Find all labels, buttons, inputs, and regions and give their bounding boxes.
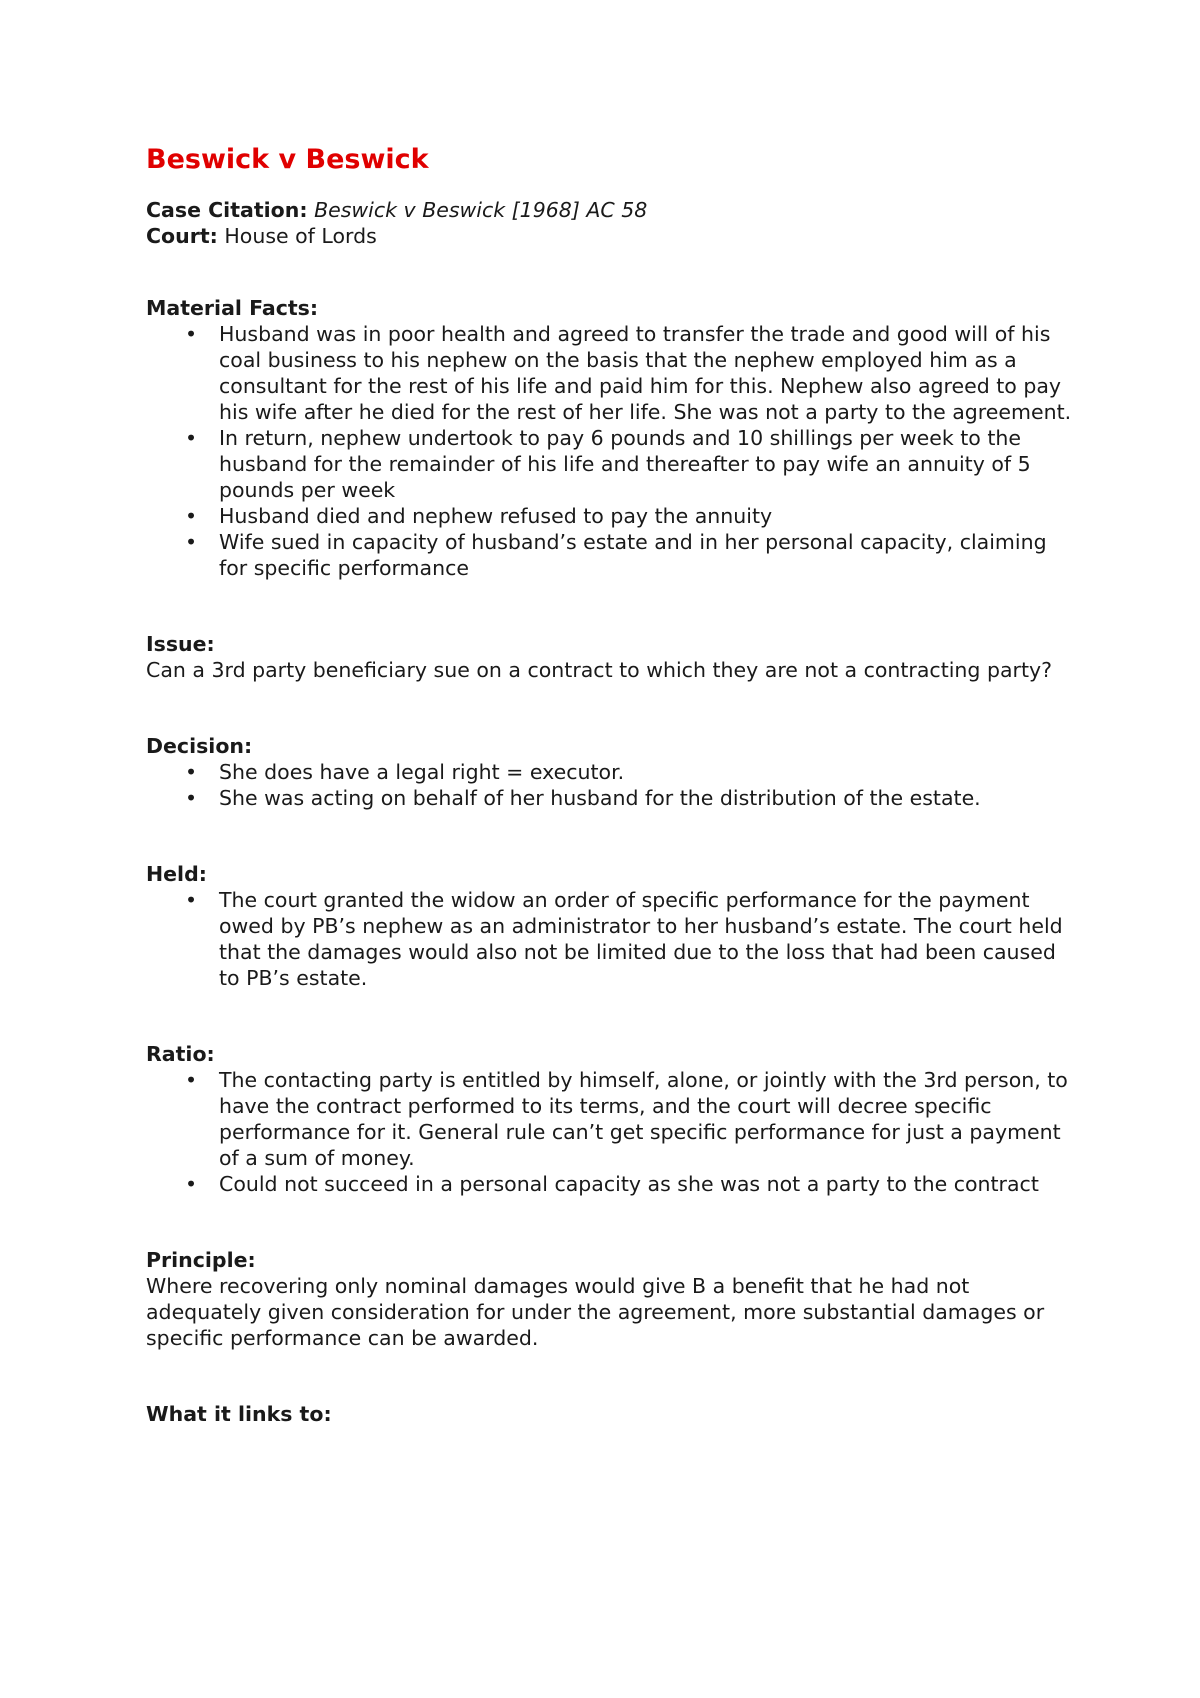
principle-heading: Principle: <box>146 1248 256 1272</box>
spacer <box>146 249 1076 295</box>
bullet-icon: • <box>185 760 198 784</box>
material-facts-heading: Material Facts: <box>146 296 319 320</box>
list-item <box>146 759 1076 785</box>
case-citation-line <box>146 197 1076 223</box>
decision-heading: Decision: <box>146 734 253 758</box>
spacer <box>146 581 1076 631</box>
bullet-icon: • <box>185 530 198 554</box>
list-item <box>146 1171 1076 1197</box>
bullet-icon: • <box>185 888 198 912</box>
document-title: Beswick v Beswick <box>146 144 429 175</box>
list-item <box>146 887 1076 991</box>
list-item-text: She does have a legal right = executor. <box>219 760 625 784</box>
list-item-text: Husband died and nephew refused to pay the annuity <box>219 504 773 528</box>
list-item <box>146 321 1076 425</box>
held-list <box>146 887 1076 991</box>
issue-text: Can a 3rd party beneficiary sue on a contract to which they are not a contracting party? <box>146 658 1053 682</box>
court-line <box>146 223 1076 249</box>
list-item <box>146 785 1076 811</box>
principle-text: Where recovering only nominal damages would give B a benefit that he had not adequately given consideration for under the agreement, more substantial damages or specific performance can be awarded. <box>146 1274 1045 1350</box>
spacer <box>146 991 1076 1041</box>
spacer <box>146 1351 1076 1401</box>
bullet-icon: • <box>185 1068 198 1092</box>
links-heading: What it links to: <box>146 1402 332 1426</box>
ratio-list <box>146 1067 1076 1197</box>
bullet-icon: • <box>185 786 198 810</box>
list-item-text: The court granted the widow an order of specific performance for the payment owed by PB’s nephew as an administrator to her husband’s estate. The court held that the damages would also not be limited due to the loss that had been caused to PB’s estate. <box>219 888 1063 990</box>
list-item <box>146 529 1076 581</box>
material-facts-list <box>146 321 1076 581</box>
bullet-icon: • <box>185 504 198 528</box>
issue-heading: Issue: <box>146 632 215 656</box>
court-label: Court: <box>146 224 218 248</box>
list-item-text: Wife sued in capacity of husband’s estate and in her personal capacity, claiming for specific performance <box>219 530 1047 580</box>
bullet-icon: • <box>185 1172 198 1196</box>
list-item-text: The contacting party is entitled by himself, alone, or jointly with the 3rd person, to have the contract performed to its terms, and the court will decree specific performance for it. General rule can’t get specific performance for just a payment of a sum of money. <box>219 1068 1068 1170</box>
ratio-heading: Ratio: <box>146 1042 215 1066</box>
list-item-text: Husband was in poor health and agreed to transfer the trade and good will of his coal business to his nephew on the basis that the nephew employed him as a consultant for the rest of his life and paid him for this. Nephew also agreed to pay his wife after he died for the rest of her life. She was not a party to the agreement. <box>219 322 1072 424</box>
list-item-text: In return, nephew undertook to pay 6 pounds and 10 shillings per week to the husband for the remainder of his life and thereafter to pay wife an annuity of 5 pounds per week <box>219 426 1031 502</box>
list-item <box>146 1067 1076 1171</box>
list-item <box>146 503 1076 529</box>
list-item-text: Could not succeed in a personal capacity as she was not a party to the contract <box>219 1172 1039 1196</box>
document-page <box>146 143 1076 1427</box>
held-heading: Held: <box>146 862 207 886</box>
spacer <box>146 683 1076 733</box>
case-citation-value: Beswick v Beswick [1968] AC 58 <box>314 198 648 222</box>
list-item-text: She was acting on behalf of her husband for the distribution of the estate. <box>219 786 981 810</box>
bullet-icon: • <box>185 426 198 450</box>
spacer <box>146 1197 1076 1247</box>
court-value: House of Lords <box>224 224 377 248</box>
list-item <box>146 425 1076 503</box>
bullet-icon: • <box>185 322 198 346</box>
case-citation-label: Case Citation: <box>146 198 308 222</box>
decision-list <box>146 759 1076 811</box>
spacer <box>146 811 1076 861</box>
